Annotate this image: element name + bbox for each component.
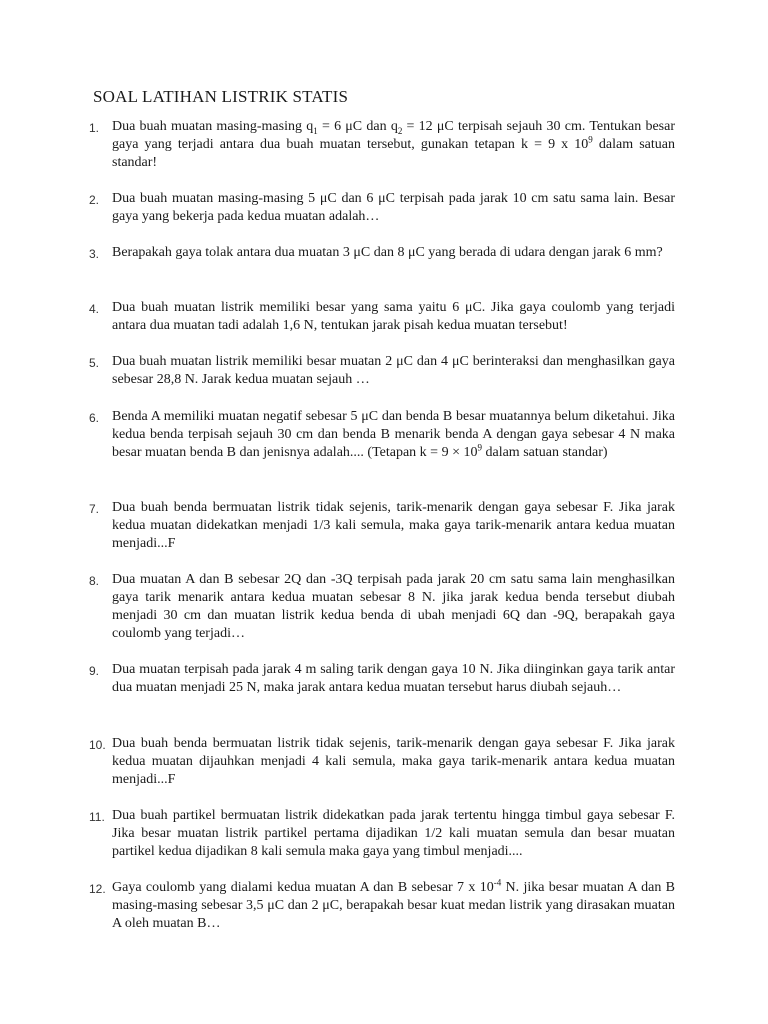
question-number: 6. <box>89 411 100 425</box>
question-text: Dua muatan A dan B sebesar 2Q dan -3Q terpisah pada jarak 20 cm satu sama lain menghasilkan gaya tarik menarik antara kedua muatan sebesar 8 N. jika jarak kedua benda tersebut diubah menjadi 30 cm dan muatan listrik kedua benda di ubah menjadi 6Q dan -9Q, berapakah gaya coulomb yang terjadi… <box>112 572 675 641</box>
question-item <box>89 118 675 172</box>
question-number: 12. <box>89 882 106 896</box>
question-item <box>89 661 675 697</box>
question-item <box>89 879 675 933</box>
question-number: 1. <box>89 121 100 135</box>
question-number: 10. <box>89 738 106 752</box>
question-text: Dua muatan terpisah pada jarak 4 m saling tarik dengan gaya 10 N. Jika diinginkan gaya tarik antar dua muatan menjadi 25 N, maka jarak antara kedua muatan tersebut harus diubah sejauh… <box>112 662 675 695</box>
question-text: Dua buah muatan listrik memiliki besar muatan 2 μC dan 4 μC berinteraksi dan menghasilkan gaya sebesar 28,8 N. Jarak kedua muatan sejauh … <box>112 354 675 387</box>
question-text: Dua buah benda bermuatan listrik tidak sejenis, tarik-menarik dengan gaya sebesar F. Jika jarak kedua muatan dijauhkan menjadi 4 kali semula, maka gaya tarik-menarik antara kedua muatan menjadi...F <box>112 736 675 787</box>
question-text: Benda A memiliki muatan negatif sebesar 5 μC dan benda B besar muatannya belum diketahui. Jika kedua benda terpisah sejauh 30 cm dan benda B menarik benda A dengan gaya sebesar 4 N maka besar muatan benda B dan jenisnya adalah.... (Tetapan $k = 9 \times 10^9$ dalam satuan standar) <box>112 409 675 460</box>
question-number: 3. <box>89 247 100 261</box>
question-item <box>89 353 675 389</box>
question-text: Dua buah partikel bermuatan listrik didekatkan pada jarak tertentu hingga timbul gaya sebesar F. Jika besar muatan listrik partikel pertama dijadikan 1/2 kali muatan semula dan besar muatan partikel kedua dijadikan 8 kali semula maka gaya yang timbul menjadi.... <box>112 808 675 859</box>
question-number: 5. <box>89 356 100 370</box>
question-text: Dua buah muatan masing-masing $q_1 = 6$ μC dan $q_2 = 12$ μC terpisah sejauh 30 cm. Tentukan besar gaya yang terjadi antara dua buah muatan tersebut, gunakan tetapan k = 9 x $10^9$ dalam satuan standar! <box>112 119 676 170</box>
question-text: Dua buah muatan listrik memiliki besar yang sama yaitu 6 μC. Jika gaya coulomb yang terjadi antara dua muatan tadi adalah 1,6 N, tentukan jarak pisah kedua muatan tersebut! <box>112 300 675 333</box>
question-item <box>89 807 675 861</box>
question-item <box>89 735 675 789</box>
question-number: 8. <box>89 574 100 588</box>
document-title: SOAL LATIHAN LISTRIK STATIS <box>93 87 349 106</box>
question-number: 7. <box>89 502 100 516</box>
question-item <box>89 499 675 553</box>
question-item <box>89 244 675 262</box>
question-number: 4. <box>89 302 100 316</box>
question-text: Gaya coulomb yang dialami kedua muatan A dan B sebesar 7 x $10^{-4}$ N. jika besar muatan A dan B masing-masing sebesar 3,5 μC dan 2 μC, berapakah besar kuat medan listrik yang dirasakan muatan A oleh muatan B… <box>112 877 676 931</box>
question-number: 11. <box>89 810 105 824</box>
question-text: Berapakah gaya tolak antara dua muatan 3 μC dan 8 μC yang berada di udara dengan jarak 6 mm? <box>112 245 663 260</box>
question-number: 2. <box>89 193 100 207</box>
question-item <box>89 571 675 643</box>
question-item <box>89 190 675 226</box>
question-item <box>89 299 675 335</box>
question-item <box>89 408 675 462</box>
question-text: Dua buah muatan masing-masing 5 μC dan 6 μC terpisah pada jarak 10 cm satu sama lain. Besar gaya yang bekerja pada kedua muatan adalah… <box>112 191 675 224</box>
question-text: Dua buah benda bermuatan listrik tidak sejenis, tarik-menarik dengan gaya sebesar F. Jika jarak kedua muatan didekatkan menjadi 1/3 kali semula, maka gaya tarik-menarik antara kedua muatan menjadi...F <box>112 500 675 551</box>
question-number: 9. <box>89 664 100 678</box>
